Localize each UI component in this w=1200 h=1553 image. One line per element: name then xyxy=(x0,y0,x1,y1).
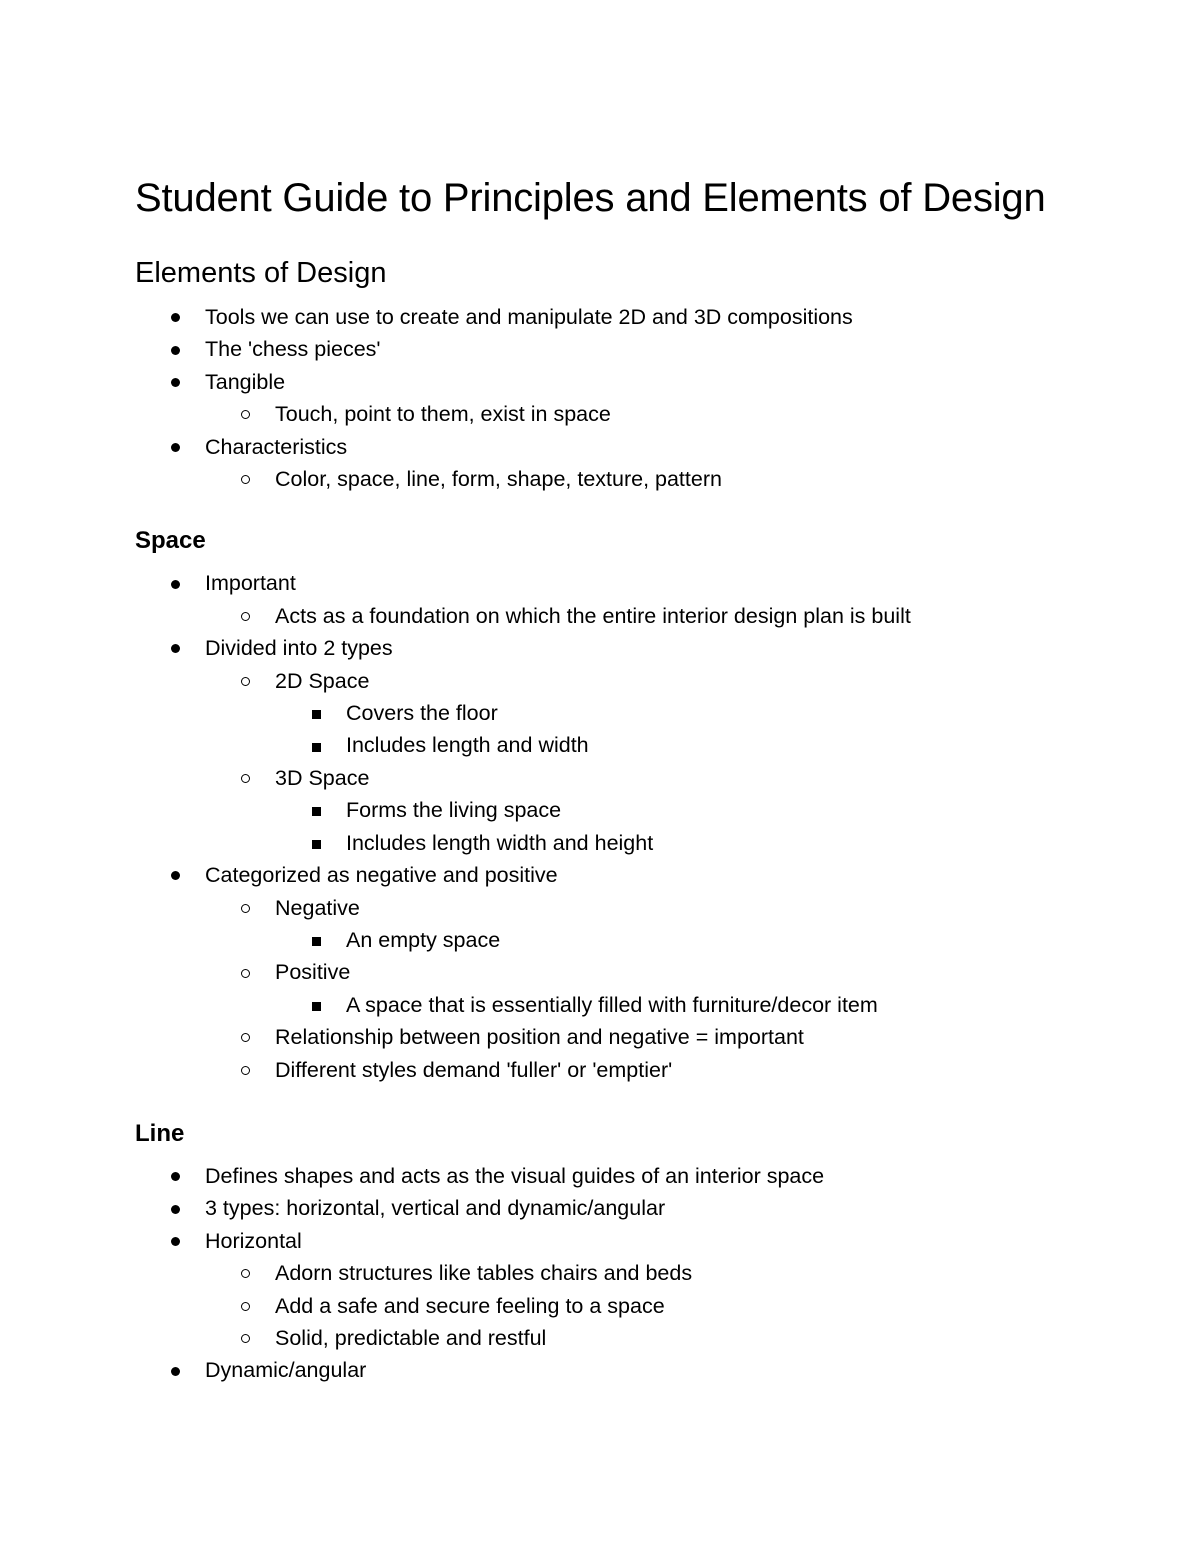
list-item-text: The 'chess pieces' xyxy=(205,337,381,362)
list-item-text: Color, space, line, form, shape, texture, pattern xyxy=(275,467,722,492)
bullet-disc-icon xyxy=(171,644,180,653)
bullet-square-icon xyxy=(312,743,321,752)
list-item xyxy=(135,1257,1135,1289)
bullet-disc-icon xyxy=(171,1367,180,1376)
bullet-circle-icon xyxy=(241,677,250,686)
bullet-square-icon xyxy=(312,840,321,849)
list-item-text: An empty space xyxy=(346,927,501,952)
list-item xyxy=(135,1354,1135,1386)
heading-line: Line xyxy=(135,1119,185,1147)
bullet-circle-icon xyxy=(241,1033,250,1042)
bullet-circle-icon xyxy=(241,475,250,484)
list-item-text: Acts as a foundation on which the entire interior design plan is built xyxy=(275,603,911,628)
list-item-text: 3 types: horizontal, vertical and dynamic/angular xyxy=(205,1196,666,1221)
list-item xyxy=(135,463,1135,495)
bullet-circle-icon xyxy=(241,612,250,621)
line-list xyxy=(135,1160,1135,1387)
list-item-text: Important xyxy=(205,571,296,596)
document-title: Student Guide to Principles and Elements of Design xyxy=(135,176,1046,220)
list-item-text: Solid, predictable and restful xyxy=(275,1325,547,1350)
bullet-square-icon xyxy=(312,710,321,719)
list-item-text: Positive xyxy=(275,960,351,985)
list-item-text: Dynamic/angular xyxy=(205,1358,367,1383)
bullet-circle-icon xyxy=(241,1066,250,1075)
list-item xyxy=(135,333,1135,365)
list-item xyxy=(135,1322,1135,1354)
list-item-text: Defines shapes and acts as the visual guides of an interior space xyxy=(205,1163,825,1188)
list-item xyxy=(135,989,1135,1021)
section-elements-of-design xyxy=(135,253,1135,495)
list-item xyxy=(135,794,1135,826)
bullet-disc-icon xyxy=(171,1237,180,1246)
section-line xyxy=(135,1118,1135,1387)
list-item xyxy=(135,729,1135,761)
heading-elements-of-design: Elements of Design xyxy=(135,257,387,289)
list-item xyxy=(135,1192,1135,1224)
heading-space: Space xyxy=(135,527,206,555)
list-item-text: Different styles demand 'fuller' or 'emptier' xyxy=(275,1057,673,1082)
bullet-circle-icon xyxy=(241,904,250,913)
list-item-text: Negative xyxy=(275,895,360,920)
section-space xyxy=(135,525,1135,1086)
bullet-circle-icon xyxy=(241,1269,250,1278)
list-item xyxy=(135,632,1135,664)
bullet-disc-icon xyxy=(171,346,180,355)
list-item xyxy=(135,301,1135,333)
list-item xyxy=(135,1290,1135,1322)
list-item-text: Horizontal xyxy=(205,1228,302,1253)
list-item xyxy=(135,431,1135,463)
list-item xyxy=(135,1054,1135,1086)
bullet-disc-icon xyxy=(171,1172,180,1181)
list-item xyxy=(135,697,1135,729)
bullet-square-icon xyxy=(312,1002,321,1011)
list-item-text: Tangible xyxy=(205,369,286,394)
list-item xyxy=(135,366,1135,398)
list-item-text: Adorn structures like tables chairs and beds xyxy=(275,1261,693,1286)
bullet-circle-icon xyxy=(241,1302,250,1311)
bullet-square-icon xyxy=(312,937,321,946)
bullet-circle-icon xyxy=(241,410,250,419)
elements-list xyxy=(135,301,1135,495)
bullet-circle-icon xyxy=(241,1334,250,1343)
bullet-square-icon xyxy=(312,807,321,816)
bullet-disc-icon xyxy=(171,580,180,589)
list-item-text: 3D Space xyxy=(275,765,370,790)
list-item-text: A space that is essentially filled with furniture/decor item xyxy=(346,992,878,1017)
list-item-text: Tools we can use to create and manipulate 2D and 3D compositions xyxy=(205,305,853,329)
bullet-disc-icon xyxy=(171,871,180,880)
list-item xyxy=(135,892,1135,924)
bullet-circle-icon xyxy=(241,774,250,783)
list-item-text: 2D Space xyxy=(275,668,370,693)
list-item-text: Touch, point to them, exist in space xyxy=(275,402,611,427)
list-item-text: Covers the floor xyxy=(346,701,498,726)
bullet-disc-icon xyxy=(171,443,180,452)
bullet-circle-icon xyxy=(241,969,250,978)
list-item xyxy=(135,956,1135,988)
list-item xyxy=(135,1021,1135,1053)
bullet-disc-icon xyxy=(171,313,180,322)
list-item-text: Relationship between position and negative = important xyxy=(275,1025,804,1050)
list-item-text: Categorized as negative and positive xyxy=(205,863,558,888)
document-content xyxy=(135,172,1135,1387)
list-item xyxy=(135,924,1135,956)
list-item-text: Forms the living space xyxy=(346,798,562,823)
list-item-text: Add a safe and secure feeling to a space xyxy=(275,1293,665,1318)
bullet-disc-icon xyxy=(171,378,180,387)
list-item-text: Divided into 2 types xyxy=(205,636,393,661)
list-item-text: Characteristics xyxy=(205,434,348,459)
list-item xyxy=(135,665,1135,697)
list-item xyxy=(135,398,1135,430)
list-item xyxy=(135,567,1135,599)
list-item xyxy=(135,859,1135,891)
list-item xyxy=(135,1160,1135,1192)
list-item xyxy=(135,827,1135,859)
list-item xyxy=(135,600,1135,632)
list-item xyxy=(135,1225,1135,1257)
list-item-text: Includes length width and height xyxy=(346,830,654,855)
space-list xyxy=(135,567,1135,1086)
bullet-disc-icon xyxy=(171,1205,180,1214)
list-item-text: Includes length and width xyxy=(346,733,589,758)
list-item xyxy=(135,762,1135,794)
